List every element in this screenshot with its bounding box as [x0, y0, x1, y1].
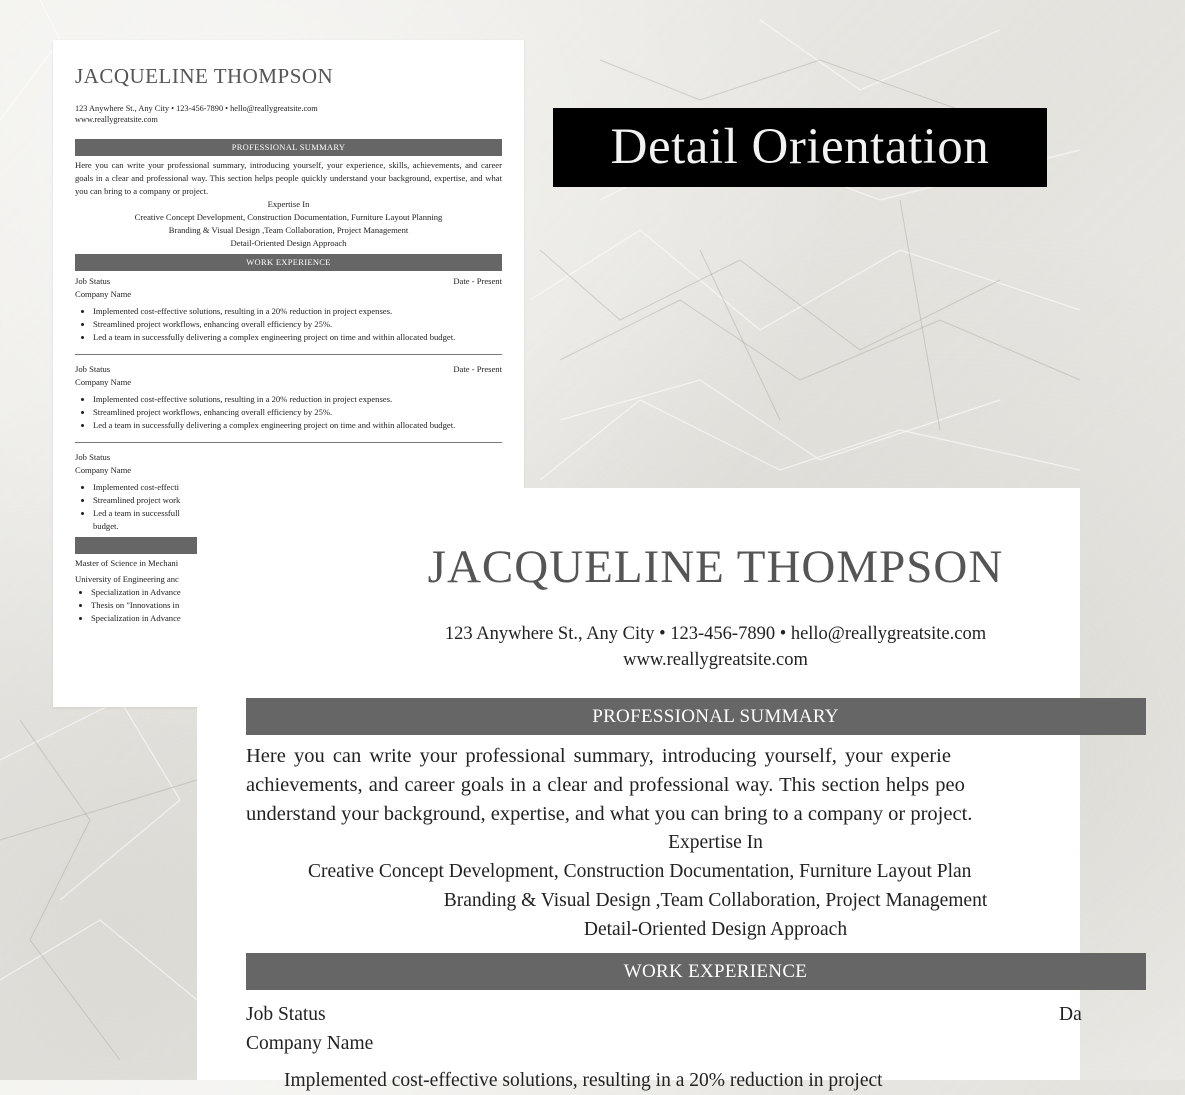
expertise-line: Branding & Visual Design ,Team Collaboration, Project Management: [168, 225, 409, 235]
summary-heading: PROFESSIONAL SUMMARY: [75, 139, 502, 156]
job-bullet: • Implemented cost-effecti: [93, 481, 502, 494]
contact-line: 123 Anywhere St., Any City • 123-456-7890 • hello@reallygreatsite.com: [444, 624, 987, 644]
work-heading-label: WORK EXPERIENCE: [623, 961, 808, 982]
job-date: Date - Present: [453, 364, 502, 374]
job-date: Date - Present: [453, 276, 502, 286]
expertise-heading-large: Expertise In: [668, 832, 763, 853]
contact-line-large: [246, 621, 1185, 673]
expertise-line-large: Creative Concept Development, Construction Documentation, Furniture Layout Plan: [308, 861, 972, 882]
job-bullet: • Streamlined project work: [93, 494, 502, 507]
job-date-large: Da: [1059, 1004, 1082, 1025]
work-heading-large: [246, 953, 1146, 990]
job-status: Job Status: [75, 452, 111, 462]
expertise-line-large: Detail-Oriented Design Approach: [583, 919, 848, 940]
job-status: Job Status: [75, 276, 111, 286]
job-entry: [75, 275, 502, 344]
job-bullet-continuation: budget.: [93, 521, 119, 531]
job-entry: [75, 363, 502, 432]
website: www.reallygreatsite.com: [75, 115, 158, 124]
summary-line: achievements, and career goals in a clear and professional way. This section helps peo: [246, 774, 965, 796]
company-name: Company Name: [75, 289, 132, 299]
job-bullet: • Streamlined project workflows, enhancing overall efficiency by 25%.: [93, 318, 502, 331]
education-bullet: • Specialization in Advance: [91, 586, 502, 599]
resume-page-zoomed: [197, 488, 1082, 1091]
degree: Master of Science in Mechani: [75, 558, 179, 568]
expertise-line-large: Branding & Visual Design ,Team Collaboration, Project Management: [443, 890, 988, 911]
expertise-line: Detail-Oriented Design Approach: [230, 238, 347, 248]
job-bullet-large: Implemented cost-effective solutions, resulting in a 20% reduction in project: [284, 1070, 883, 1091]
summary-line: Here you can write your professional summary, introducing yourself, your experie: [246, 745, 951, 767]
company-name: Company Name: [75, 465, 132, 475]
job-status-large: Job Status: [246, 1004, 326, 1025]
expertise-line: Creative Concept Development, Construction Documentation, Furniture Layout Planning: [134, 212, 443, 222]
summary-text-large: [246, 742, 1146, 829]
divider: [75, 354, 502, 355]
job-bullet: • Led a team in successfully delivering a complex engineering project on time and within allocated budget.: [93, 331, 502, 344]
education-bullet: • Specialization in Advance: [91, 612, 502, 625]
job-bullet: • Led a team in successfull: [93, 507, 502, 520]
school: University of Engineering anc: [75, 574, 179, 584]
job-bullet: • Implemented cost-effective solutions, resulting in a 20% reduction in project expenses.: [93, 305, 502, 318]
job-bullet: • Streamlined project workflows, enhancing overall efficiency by 25%.: [93, 406, 502, 419]
expertise-heading: Expertise In: [267, 199, 310, 209]
summary-line: understand your background, expertise, and what you can bring to a company or project.: [246, 803, 973, 825]
summary-heading-large: [246, 698, 1146, 735]
resume-name: JACQUELINE THOMPSON: [75, 64, 334, 88]
resume-name-large: JACQUELINE THOMPSON: [427, 541, 1004, 593]
divider: [75, 442, 502, 443]
contact-line: 123 Anywhere St., Any City • 123-456-7890 • hello@reallygreatsite.com: [75, 104, 318, 113]
work-heading: WORK EXPERIENCE: [75, 254, 502, 271]
company-name: Company Name: [75, 377, 132, 387]
summary-text: Here you can write your professional summary, introducing yourself, your experience, skills, achievements, and career goals in a clear and professional way. This section helps people quickly understand your background, expertise, and what you can bring to a company or project.: [75, 160, 502, 196]
job-bullet: • Led a team in successfully delivering a complex engineering project on time and within allocated budget.: [93, 419, 502, 432]
website: www.reallygreatsite.com: [623, 650, 808, 670]
education-bullet: • Thesis on "Innovations in: [91, 599, 502, 612]
summary-heading-label: PROFESSIONAL SUMMARY: [592, 706, 839, 727]
company-name-large: Company Name: [246, 1033, 374, 1054]
job-bullet: • Implemented cost-effective solutions, resulting in a 20% reduction in project expenses.: [93, 393, 502, 406]
title-banner: Detail Orientation: [553, 108, 1047, 187]
job-status: Job Status: [75, 364, 111, 374]
